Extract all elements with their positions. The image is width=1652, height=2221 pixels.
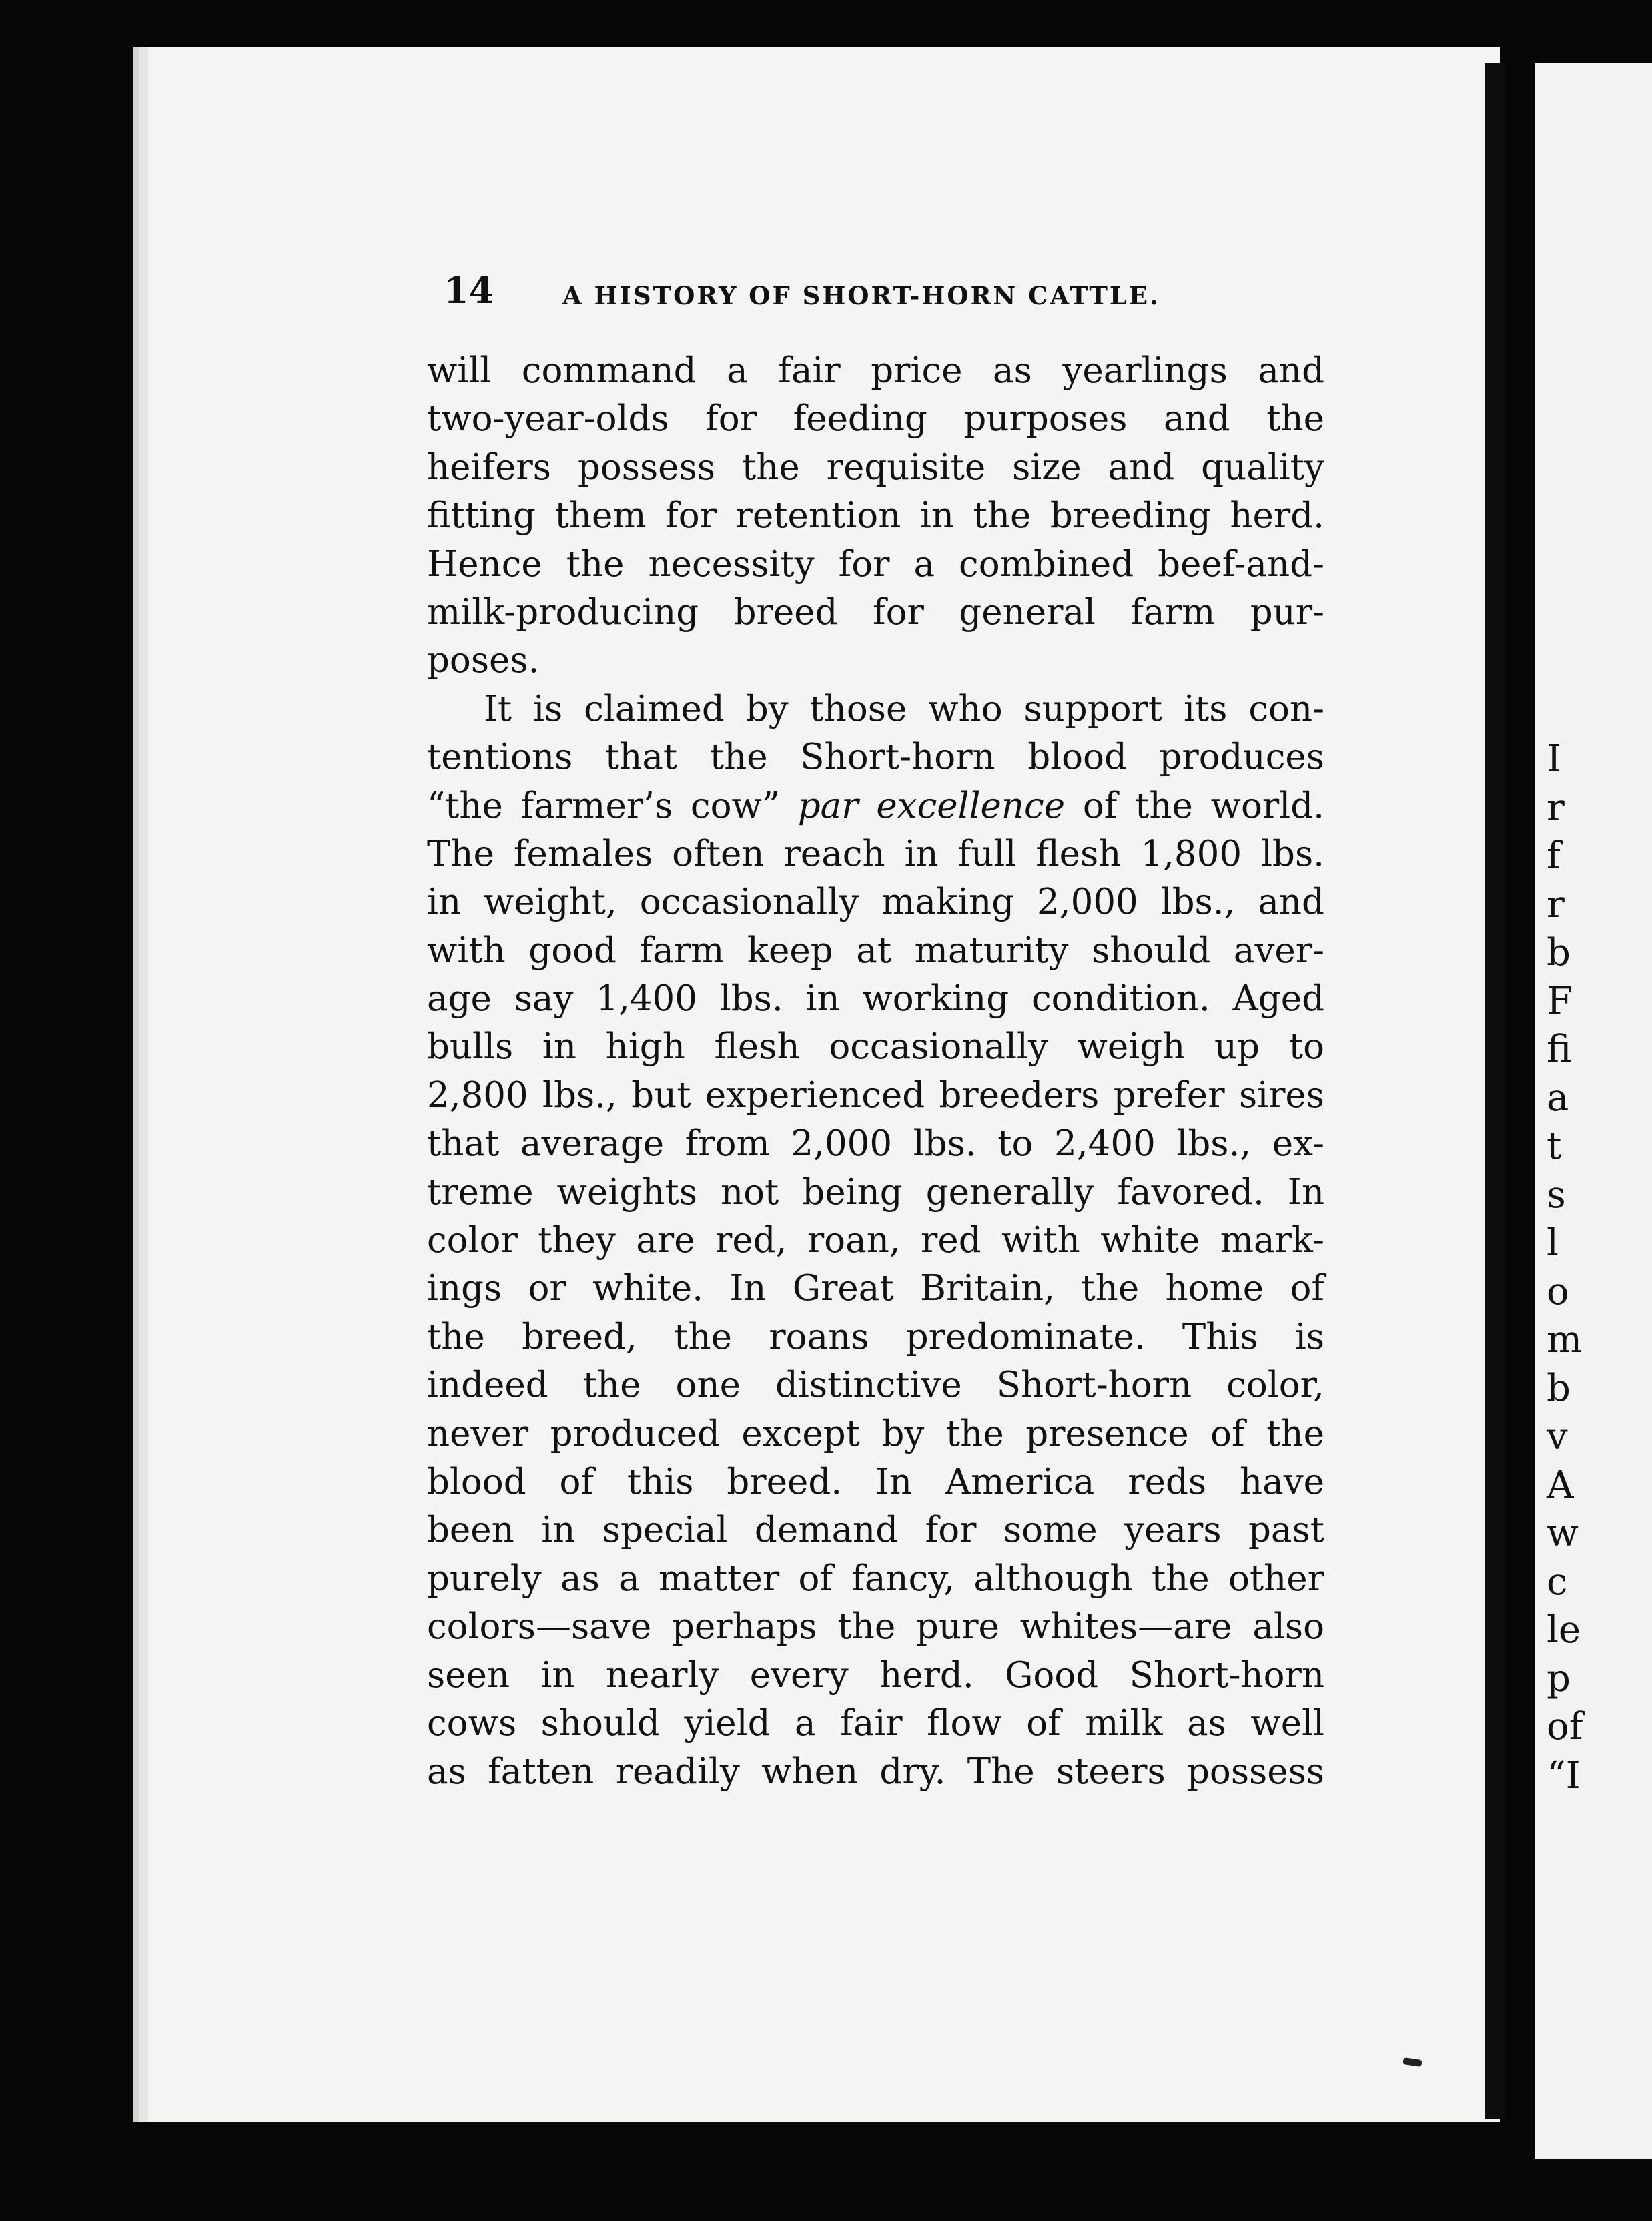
text-line: Hence the necessity for a combined beef-and-: [427, 543, 1324, 585]
text-line: poses.: [427, 640, 540, 681]
facing-page-fragment: l: [1547, 1221, 1559, 1265]
facing-page-fragment: f: [1547, 834, 1561, 878]
text-line: fitting them for retention in the breeding herd.: [427, 495, 1324, 537]
facing-page-fragment: r: [1547, 883, 1565, 926]
text-line: two-year-olds for feeding purposes and the: [427, 398, 1324, 440]
facing-page-fragment: of: [1547, 1705, 1583, 1749]
text-line: blood of this breed. In America reds have: [427, 1461, 1324, 1502]
page-number: 14: [444, 269, 494, 312]
facing-page-fragment: b: [1547, 931, 1571, 974]
facing-page-fragment: F: [1547, 980, 1573, 1023]
body-text: [427, 347, 1324, 1797]
text-line: with good farm keep at maturity should aver-: [427, 930, 1324, 971]
facing-page-fragment: t: [1547, 1125, 1562, 1168]
text-line: 2,800 lbs., but experienced breeders prefer sires: [427, 1074, 1324, 1116]
facing-page-fragment: r: [1547, 786, 1565, 830]
text-line: in weight, occasionally making 2,000 lbs., and: [427, 882, 1324, 923]
facing-page-fragment: s: [1547, 1173, 1566, 1217]
facing-page-fragment: m: [1547, 1318, 1583, 1361]
text-line: heifers possess the requisite size and quality: [427, 446, 1324, 488]
facing-page-fragment: le: [1547, 1608, 1581, 1652]
text-line: “the farmer’s cow” par excellence of the world.: [427, 785, 1324, 826]
facing-page-fragment: c: [1547, 1560, 1568, 1604]
facing-page-fragment: A: [1547, 1464, 1574, 1507]
text-line: It is claimed by those who support its con-: [484, 688, 1324, 729]
text-line: cows should yield a fair flow of milk as well: [427, 1702, 1324, 1744]
text-line: indeed the one distinctive Short-horn color,: [427, 1365, 1324, 1406]
facing-page-fragment: “I: [1547, 1754, 1581, 1797]
facing-page-fragment: o: [1547, 1270, 1569, 1313]
text-line: tentions that the Short-horn blood produces: [427, 737, 1324, 778]
text-line: color they are red, roan, red with white mark-: [427, 1220, 1324, 1261]
text-line: ings or white. In Great Britain, the home of: [427, 1268, 1324, 1309]
text-line: will command a fair price as yearlings and: [427, 350, 1324, 391]
facing-page-fragment: w: [1547, 1512, 1579, 1555]
text-line: bulls in high flesh occasionally weigh up to: [427, 1026, 1324, 1068]
text-line: age say 1,400 lbs. in working condition. Aged: [427, 978, 1324, 1020]
running-title: A HISTORY OF SHORT-HORN CATTLE.: [562, 281, 1161, 310]
text-line: been in special demand for some years past: [427, 1510, 1324, 1551]
text-line: that average from 2,000 lbs. to 2,400 lbs., ex-: [427, 1123, 1324, 1165]
italic-phrase: par excellence: [797, 785, 1066, 826]
text-line: the breed, the roans predominate. This is: [427, 1316, 1324, 1357]
facing-page-fragment: a: [1547, 1076, 1569, 1120]
facing-page-fragment: b: [1547, 1367, 1571, 1410]
text-line: colors—save perhaps the pure whites—are also: [427, 1606, 1324, 1648]
text-line: The females often reach in full flesh 1,800 lbs.: [427, 833, 1324, 874]
text-line: never produced except by the presence of the: [427, 1413, 1324, 1454]
page-header: [444, 264, 1211, 317]
text-line: treme weights not being generally favored. In: [427, 1171, 1324, 1213]
facing-page-fragment: v: [1547, 1415, 1568, 1458]
facing-page-fragment: fi: [1547, 1028, 1572, 1071]
facing-page-fragment: I: [1547, 737, 1562, 781]
text-line: seen in nearly every herd. Good Short-horn: [427, 1654, 1324, 1696]
text-line: milk-producing breed for general farm pur-: [427, 591, 1324, 633]
text-line: purely as a matter of fancy, although the other: [427, 1558, 1324, 1599]
facing-page-edge: [1535, 63, 1652, 2159]
text-line: as fatten readily when dry. The steers possess: [427, 1751, 1324, 1793]
facing-page-fragment: p: [1547, 1657, 1571, 1700]
book-gutter: [1485, 63, 1505, 2119]
